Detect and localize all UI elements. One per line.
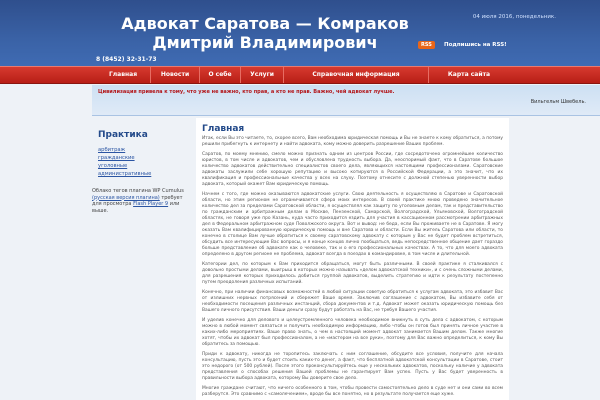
nav-item-reference[interactable]: Справочная информация [284,67,429,83]
nav-item-home[interactable]: Главная [96,67,151,83]
main-content [196,118,509,400]
site-header [0,0,600,66]
wp-cumulus-russian-link[interactable]: (русская версия плагина) [92,194,160,201]
practice-links [98,146,184,178]
tag-cloud-text-1: Облако тегов плагина WP Cumulus [92,188,184,194]
article-paragraph: Многие граждане считают, что ничего особенного в том, чтобы провести самостоятельно дело в суде нет и они сами во всем разберутся. Это сравнимо с «самолечением», вроде бы все понятно, но в результате получается еще хуже. [202,386,503,397]
tag-cloud-notice [92,188,192,214]
page-title: Главная [202,124,245,134]
flash-player-link[interactable]: Flash Player 9 [133,201,169,207]
nav-item-news[interactable]: Новости [151,67,200,83]
practice-link-civil[interactable]: гражданские [98,155,135,161]
practice-link-arbitration[interactable]: арбитраж [98,147,126,153]
nav-item-about[interactable]: О себе [200,67,241,83]
site-title-line-1: Адвокат Саратова — Комраков [121,14,409,33]
sidebar-title: Практика [98,130,148,140]
quote-text: Цивилизация привела к тому, что уже не важно, кто прав, а кто не прав. Важно, чей адвокат лучше. [98,89,395,95]
article-paragraph: Начнем с того, где можно оказываются адвокатские услуги. Свою деятельность я осуществляю в Саратове и Саратовской области, но этим регионом не ограничивается сфера моих интересов. В своей практике мною проведено значительное количество дел за пределами Саратовской области, я осуществлял как защиту по уголовным делам, так и представительство по гражданским и арбитражным делам в Москве, Пензенской, Самарской, Волгоградской, Ульяновской, Волгоградской областях, не говоря уже про Казань, куда часто приходится ездить для участия в кассационном рассмотрении арбитражных дел в Федеральном арбитражном суде Поволжского округа. Вот и вывод: не беда, если Вы проживаете не в Саратове. Я могу оказать Вам квалифицированную юридическую помощь и вне Саратова и области. Если Вы житель Саратова или области, то конечно в столице Вам лучше обратиться к своему саратовскому адвокату с которым у Вас не будет проблем встретиться, обсудить все интересующие Вас вопросы, и я конце концов лично пообщаться, ведь непосредственное общение дает гораздо больше представление об адвокате как о человеке, так и о его профессиональных качествах. А то, что для моего адвоката определено в другом регионе не проблема, адвокат всегда в поездах в командировке, в том числе и длительной. [202,192,503,257]
site-title[interactable] [120,14,410,52]
article-paragraph: Приди к адвокату, никогда не торопитесь заключать с ним соглашение, обсудите все условия, получите для начала консультацию, пусть это и будет стоить каких-то денег, а факт, что бесплатной адвокатской консультации в Саратове, стоит это недорого (от 500 рублей). После этого проконсультируйтесь еще у нескольких адвокатов, поскольку наличие у адвоката представления о способах решения Вашей проблемы не гарантирует Вам успех. Пусть у Вас будет уверенность в правильности выбора адвоката, которому Вы доверите свое дело. [202,352,503,381]
article-paragraph: Категории дел, по которым к Вам приходится обращаться, могут быть различными. В своей практике я сталкивался с довольно простыми делами, выигрыш в которых можно называть «делом адвокатской техники», и с очень сложными делами, для разрешения которых приходилось добиться группой адвокатов, выделить стратегию и идти к результату постепенно путем преодоления различных испытаний. [202,262,503,285]
phone-number: 8 (8452) 32-31-73 [96,56,157,63]
practice-link-criminal[interactable]: уголовные [98,163,128,169]
quote-author: Вильгельм Швебель. [530,99,586,105]
rss-icon[interactable]: RSS [418,41,435,49]
nav-item-services[interactable]: Услуги [241,67,284,83]
site-title-line-2: Дмитрий Владимирович [152,33,378,52]
article-body [202,136,503,400]
article-paragraph: Итак, если Вы это читаете, то, скорее всего, Вам необходима юридическая помощь и Вы не знаете к кому обратиться, а потому решили прибегнуть к интернету и найти адвоката, кому можно доверить разрешение Ваших проблем. [202,136,503,147]
article-paragraph: Саратов, по моему мнению, смело можно признать одним из центров России, где сосредоточено огромнейшее количество юристов, в том числе и адвокатов, чем и обусловлена трудность выбора. Да, неоспоримый факт, что в Саратове большое количество адвокатов действительно специалистов своего дела, являющихся настоящими профессионалами. Саратовские адвокаты заслужили себе хорошую репутацию и высоко котируются в Российской Федерации, а это значит, что их квалификация и профессиональные качества у всех на слуху. Поэтому отнесите с должной степенью уверенности выбор адвоката, который окажет Вам юридическую помощь. [202,152,503,187]
current-date: 04 июля 2016, понедельник. [472,14,556,20]
nav-item-sitemap[interactable]: Карта сайта [447,71,491,78]
quote-banner [92,85,600,116]
tag-cloud-text-2: требует для просмотра [92,194,183,207]
main-navigation [0,66,600,84]
practice-link-administrative[interactable]: административные [98,171,152,177]
article-paragraph: И уделив конечно для делового и целеустремленного человека необходимое вникнуть в суть дела с адвокатом, с которым можно в любой момент связаться и получить необходимую информацию, либо чтобы он готов был принять личное участие в каких-либо мероприятиях. Ваше право знать, о чем в настоящий момент адвокат занимается Вашим делом. Также многие хотят, чтобы их адвокат был профессионалом, а не «мастером на все руки», поэтому для Вас важно определиться, к кому Вы обратитесь за помощью. [202,318,503,347]
right-column [509,118,600,400]
rss-subscribe-link[interactable]: Подпишись на RSS! [444,42,507,48]
tag-cloud-text-3: или выше. [92,201,180,214]
article-paragraph: Конечно, при наличии финансовых возможностей в любой ситуации советую обратиться к услугам адвоката, это избавит Вас от излишних нервных потрясений и сбережет Ваше время. Заключив соглашение с адвокатом, Вы избавите себя от необходимости посещения различных инстанций, сбора документов и т.д. Адвокат может оказать юридическую помощь без Вашего личного присутствия. Ваши деньги сразу будут работать на Вас, не требуя Вашего участия. [202,290,503,313]
